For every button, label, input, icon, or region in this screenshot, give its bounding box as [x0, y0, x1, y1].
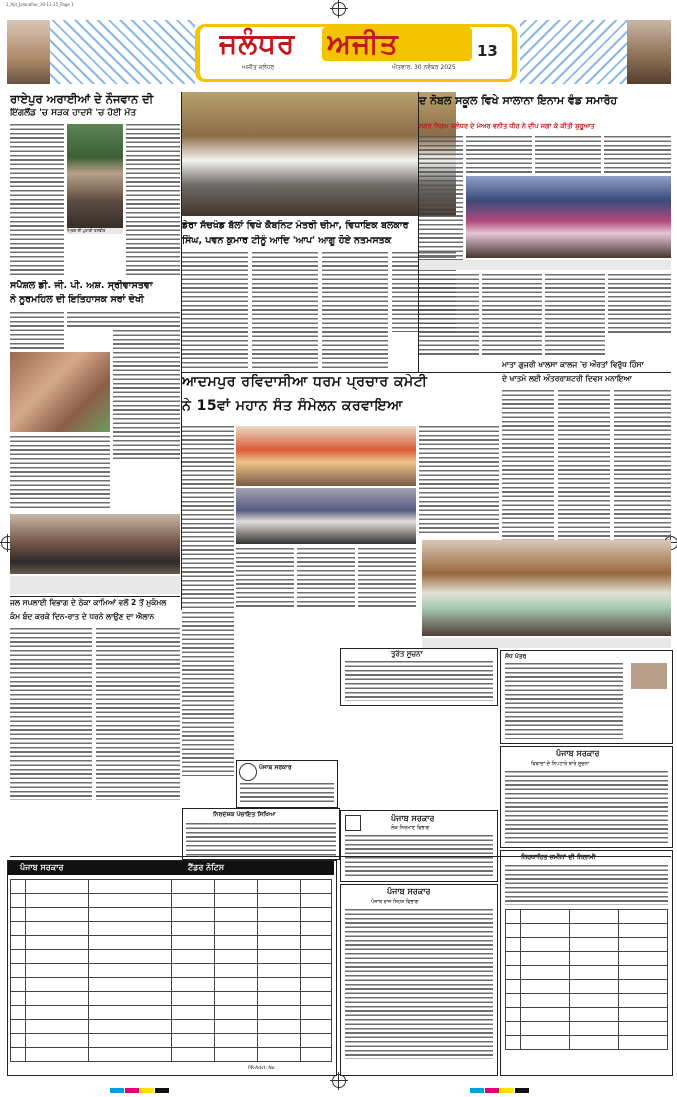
- psi-ad-body: [345, 909, 493, 1059]
- story7-body-col1: [502, 390, 554, 540]
- story8-headline-1: ਜਲ ਸਪਲਾਈ ਵਿਭਾਗ ਦੇ ਠੇਕਾ ਕਾਮਿਆਂ ਵਲੋਂ 2 ਤੋਂ ਮੁਕੰਮਲ: [10, 598, 167, 607]
- bhulekh-ad-dept: ਲੋਕ ਨਿਰਮਾਣ ਵਿਭਾਗ: [391, 825, 430, 831]
- story2-body-col2: [67, 312, 180, 328]
- story2-body-col1: [10, 312, 64, 350]
- bhulekh-ad-body: [345, 835, 493, 879]
- right-ad-title: ਪੰਜਾਬ ਸਰਕਾਰ: [556, 749, 600, 758]
- print-color-bar-right: [470, 1078, 530, 1097]
- story8-body-col1: [10, 628, 92, 800]
- print-slug: 1_Ajit_Jalandhar_30-11-25_Page 1: [6, 2, 74, 7]
- notice-ad-body: [345, 661, 493, 701]
- masthead-photo-right: [627, 20, 671, 84]
- corrigendum-ad: [500, 650, 673, 744]
- right-ad-sub: ਵਿਵਾਦਾਂ ਦੇ ਨਿਪਟਾਰੇ ਬਾਰੇ ਸੂਚਨਾ: [531, 761, 590, 767]
- story2-photo-building: [10, 352, 110, 432]
- masthead-title-1: ਜਲੰਧਰ: [219, 27, 296, 60]
- tender-table: [10, 879, 332, 1062]
- right-bottom-table: [505, 909, 668, 1050]
- panchayati-ad: [236, 760, 338, 808]
- story5-body-col2: [236, 548, 294, 608]
- story4-subhead: ਨਗਰ ਨਿਗਮ ਜਲੰਧਰ ਦੇ ਮੇਅਰ ਵਨੀਤ ਧੀਰ ਨੇ ਦੀਪ ਜਗਾ ਕੇ ਕੀਤੀ ਸ਼ੁਰੂਆਤ: [419, 122, 595, 130]
- page-number: 13: [477, 42, 498, 60]
- bhulekh-ad-logo: [345, 815, 361, 831]
- right-ad-body: [505, 771, 668, 843]
- masthead: [7, 20, 671, 84]
- panchayati-ad-title: ਪੰਜਾਬ ਸਰਕਾਰ: [259, 764, 292, 771]
- story5-headline-2: ਨੇ 15ਵਾਂ ਮਹਾਨ ਸੰਤ ਸੰਮੇਲਨ ਕਰਵਾਇਆ: [182, 398, 403, 414]
- story2-headline-2: ਨੇ ਨੂਰਮਹਿਲ ਦੀ ਇਤਿਹਾਸਕ ਸਰਾਂ ਦੇਖੀ: [10, 294, 144, 305]
- story6-caption: [10, 576, 180, 594]
- story4-body-col3: [535, 136, 601, 174]
- story4-body-col4: [604, 136, 671, 174]
- story2-body-col4: [10, 436, 110, 510]
- story3-headline-1: ਡੇਰਾ ਸੱਚਖੰਡ ਬੱਲਾਂ ਵਿਖੇ ਕੈਬਨਿਟ ਮੰਤਰੀ ਚੀਮਾ, ਵਿਧਾਇਕ ਬਲਕਾਰ: [182, 220, 409, 231]
- notice-ad: [340, 648, 498, 706]
- story3-body-col1: [182, 252, 248, 370]
- rule-horizontal-2: [10, 596, 180, 597]
- panchayati-ad-body: [240, 783, 334, 805]
- story7-photo-students: [422, 540, 671, 636]
- story3-body-col3: [322, 252, 388, 370]
- right-bottom-ad-body: [505, 865, 668, 905]
- masthead-subtitle: ਅਜੀਤ ਜਲੰਧਰ: [242, 64, 275, 71]
- tender-footer: PR-Advt. No.: [248, 1066, 276, 1071]
- masthead-pattern-left: [50, 20, 195, 84]
- story7-body-col2: [558, 390, 610, 540]
- rule-horizontal-3: [10, 856, 671, 857]
- story4-body-col8: [608, 274, 671, 334]
- bhulekh-ad: [340, 810, 498, 882]
- story4-body-col7: [545, 274, 605, 356]
- rule-horizontal-1: [182, 372, 671, 373]
- corrigendum-ad-title: ਸੋਧ ਪੱਤਰ: [505, 653, 527, 660]
- masthead-pattern-right: [520, 20, 630, 84]
- tender-notice-title: ਟੈਂਡਰ ਨੋਟਿਸ: [188, 863, 225, 872]
- registration-mark-bottom: [332, 1074, 346, 1088]
- nirdeshak-ad: [182, 808, 340, 860]
- rule-col2: [418, 92, 419, 372]
- story3-headline-2: ਸਿੰਘ, ਪਵਨ ਕੁਮਾਰ ਟੀਨੂੰ ਆਦਿ 'ਆਪ' ਆਗੂ ਹੋਏ ਨਤਮਸਤਕ: [182, 235, 392, 246]
- tender-notice-gov: ਪੰਜਾਬ ਸਰਕਾਰ: [20, 863, 64, 872]
- nirdeshak-ad-body: [186, 823, 336, 857]
- right-bottom-ad: [500, 850, 673, 1076]
- masthead-date: ਐਤਵਾਰ, 30 ਨਵੰਬਰ 2025: [392, 64, 456, 71]
- right-bottom-ad-title: ਨਿਰਧਾਰਿਤ ਜ਼ਮੀਨਾਂ ਦੀ ਨਿਲਾਮੀ: [521, 853, 596, 861]
- story1-portrait-photo: [67, 124, 123, 234]
- story4-body-col2: [466, 136, 532, 174]
- story4-photo-ceremony: [466, 176, 671, 258]
- story8-body-col2: [96, 628, 180, 800]
- story4-body-col5: [419, 274, 479, 356]
- right-bottom-table-wrap: [505, 909, 668, 1059]
- story4-headline: ਦ ਨੋਬਲ ਸਕੂਲ ਵਿਖੇ ਸਾਲਾਨਾ ਇਨਾਮ ਵੰਡ ਸਮਾਰੋਹ: [419, 94, 618, 107]
- story4-body-col1: [419, 136, 463, 260]
- story1-body-col1: [10, 124, 64, 276]
- print-color-bar: [110, 1078, 170, 1097]
- story7-body-col3: [614, 390, 671, 540]
- story2-headline-1: ਸਪੈਸ਼ਲ ਡੀ. ਜੀ. ਪੀ. ਅਸ਼. ਸ੍ਰੀਵਾਸਤਵਾ: [10, 280, 153, 291]
- psi-ad: [340, 884, 498, 1076]
- corrigendum-ad-body: [505, 663, 623, 739]
- tender-notice-ad: [7, 860, 337, 1076]
- masthead-title-2: ਅਜੀਤ: [327, 27, 399, 60]
- story7-caption: [422, 638, 671, 648]
- psi-ad-sub: ਪੰਜਾਬ ਰਾਜ ਸਿਹਤ ਵਿਭਾਗ: [371, 899, 419, 905]
- story2-body-col3: [113, 330, 180, 460]
- masthead-photo-left: [7, 20, 50, 84]
- story4-body-col6: [482, 274, 542, 356]
- story1-headline-2: ਇੰਗਲੈਂਡ 'ਚ ਸੜਕ ਹਾਦਸੇ 'ਚ ਹੋਈ ਮੌਤ: [10, 108, 137, 118]
- story5-body-col4: [358, 548, 416, 608]
- story5-body-col1: [182, 426, 234, 608]
- story7-headline-1: ਮਾਤਾ ਗੁਜਰੀ ਖਾਲਸਾ ਕਾਲਜ 'ਚ ਔਰਤਾਂ ਵਿਰੁੱਧ ਹਿੰਸਾ: [502, 360, 644, 369]
- registration-mark-top: [332, 2, 346, 16]
- story6-group-photo: [10, 514, 180, 574]
- rule-col1: [181, 92, 182, 610]
- story8-body-col3: [182, 612, 234, 776]
- tender-notice-bar: [8, 861, 334, 875]
- notice-ad-title: ਤੁਰੰਤ ਸੂਚਨਾ: [391, 650, 423, 658]
- tender-table-wrap: [10, 879, 332, 1065]
- story4-photo-caption: [419, 260, 671, 270]
- story3-body-col2: [252, 252, 318, 370]
- nirdeshak-ad-title: ਨਿਰਦੇਸ਼ਕ ਪੰਚਾਇਤ ਸਿਖਿਆ: [213, 811, 276, 818]
- story8-headline-2: ਕੰਮ ਬੰਦ ਕਰਕੇ ਦਿਨ-ਰਾਤ ਦੇ ਧਰਨੇ ਲਾਉਣ ਦਾ ਐਲਾਨ: [10, 612, 155, 621]
- story1-headline-1: ਰਾਏਪੁਰ ਅਰਾਈਆਂ ਦੇ ਨੌਜਵਾਨ ਦੀ: [10, 92, 154, 106]
- right-ad: [500, 746, 673, 848]
- story5-body-col3: [297, 548, 355, 608]
- story5-photo-crowd: [236, 488, 416, 544]
- bhulekh-ad-title: ਪੰਜਾਬ ਸਰਕਾਰ: [391, 814, 435, 823]
- story1-photo-caption: ਮਿ੍ਤਕ ਦੀ ਪੁਰਾਣੀ ਤਸਵੀਰ: [67, 228, 123, 234]
- story3-photo-dera: [182, 92, 456, 216]
- panchayati-ad-logo: [239, 763, 257, 781]
- story5-photo-gathering: [236, 426, 416, 486]
- psi-ad-title: ਪੰਜਾਬ ਸਰਕਾਰ: [387, 887, 431, 896]
- story5-body-col5: [419, 426, 499, 536]
- story5-headline-1: ਆਦਮਪੁਰ ਰਵਿਦਾਸੀਆ ਧਰਮ ਪ੍ਰਚਾਰ ਕਮੇਟੀ: [182, 374, 428, 390]
- story7-headline-2: ਦੇ ਖਾਤਮੇ ਲਈ ਅੰਤਰਰਾਸ਼ਟਰੀ ਦਿਵਸ ਮਨਾਇਆ: [502, 374, 632, 383]
- corrigendum-ad-photo: [631, 663, 667, 689]
- story1-body-col2: [126, 124, 180, 276]
